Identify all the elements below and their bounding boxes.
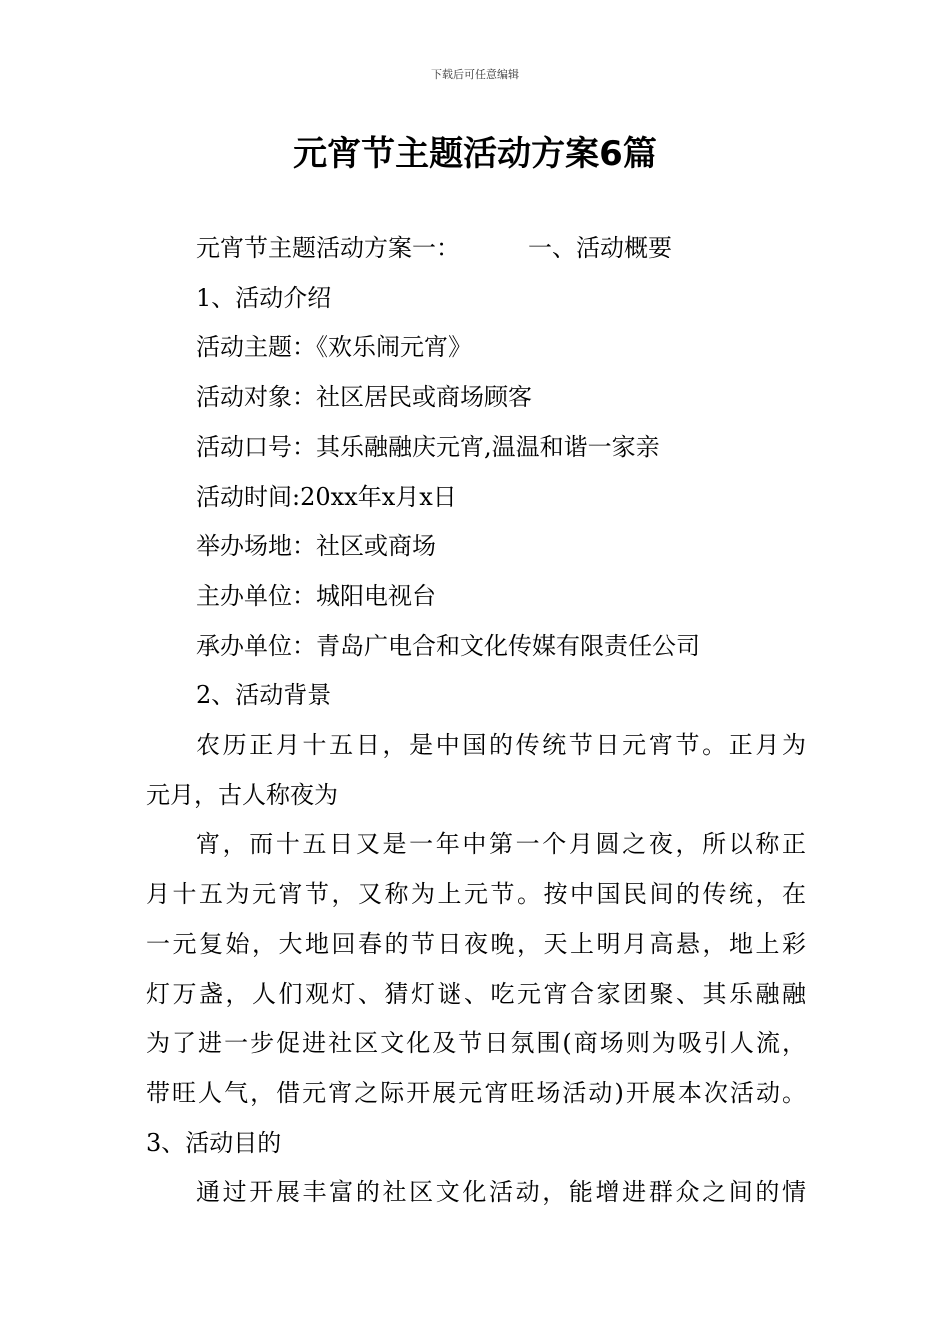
background-paragraph-2-line-2: 月十五为元宵节，又称为上元节。按中国民间的传统，在 [146, 880, 806, 909]
header-note: 下载后可任意编辑 [431, 68, 519, 81]
background-paragraph-2-line-1: 宵，而十五日又是一年中第一个月圆之夜，所以称正 [196, 830, 806, 859]
activity-slogan: 活动口号：其乐融融庆元宵,温温和谐一家亲 [196, 432, 660, 461]
activity-audience: 活动对象：社区居民或商场顾客 [196, 383, 532, 412]
activity-organizer: 承办单位：青岛广电合和文化传媒有限责任公司 [196, 631, 700, 660]
activity-host: 主办单位：城阳电视台 [196, 581, 436, 610]
activity-time: 活动时间:20xx年x月x日 [196, 482, 457, 511]
background-paragraph-2-line-6: 带旺人气，借元宵之际开展元宵旺场活动)开展本次活动。 [146, 1078, 806, 1107]
plan-intro-line [146, 224, 806, 274]
activity-theme: 活动主题：《欢乐闹元宵》 [196, 333, 472, 362]
item-3-title: 3、活动目的 [146, 1128, 282, 1157]
section-1-title: 一、活动概要 [528, 234, 672, 262]
item-2-title: 2、活动背景 [196, 681, 332, 710]
goal-paragraph-line-1: 通过开展丰富的社区文化活动，能增进群众之间的情 [196, 1178, 806, 1207]
background-paragraph-2-line-5: 为了进一步促进社区文化及节日氛围(商场则为吸引人流， [146, 1029, 806, 1058]
background-paragraph-1-line-1: 农历正月十五日，是中国的传统节日元宵节。正月为 [196, 731, 806, 760]
document-body [146, 224, 806, 1218]
background-paragraph-1-line-2: 元月，古人称夜为 [146, 780, 338, 809]
background-paragraph-2-line-3: 一元复始，大地回春的节日夜晚，天上明月高悬，地上彩 [146, 929, 806, 958]
document-title: 元宵节主题活动方案6篇 [293, 134, 657, 174]
item-1-title: 1、活动介绍 [196, 283, 332, 312]
background-paragraph-2-line-4: 灯万盏，人们观灯、猜灯谜、吃元宵合家团聚、其乐融融 [146, 979, 806, 1008]
activity-venue: 举办场地：社区或商场 [196, 532, 436, 561]
plan-intro-label: 元宵节主题活动方案一： [196, 234, 460, 262]
